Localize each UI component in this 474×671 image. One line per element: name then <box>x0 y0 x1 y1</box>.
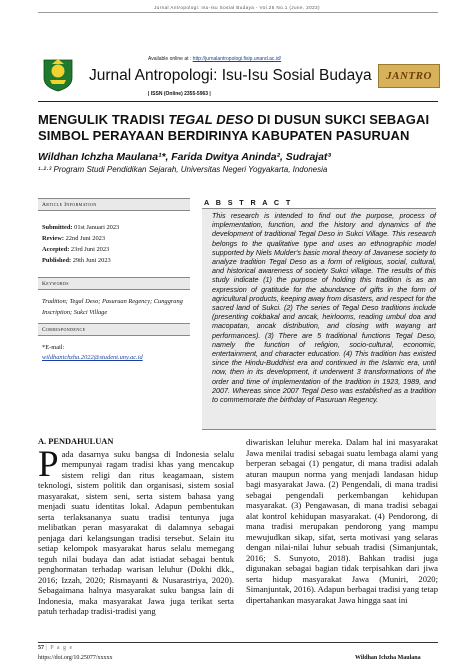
title-italic: TEGAL DESO <box>168 112 254 127</box>
online-availability <box>148 56 281 62</box>
journal-name: Jurnal Antropologi: Isu-Isu Sosial Budaya <box>89 67 372 84</box>
authors: Wildhan Ichzha Maulana¹*, Farida Dwitya Aninda², Sudrajat³ <box>38 152 331 163</box>
jantro-logo-text: JANTRO <box>386 70 432 82</box>
unand-logo <box>38 56 78 92</box>
issn: | ISSN (Online) 2355-5963 | <box>148 91 211 97</box>
affiliation: ¹·²·³ Program Studi Pendidikan Sejarah, Universitas Negeri Yogyakarta, Indonesia <box>38 165 328 174</box>
email-link[interactable]: wildhanichzha.2022@student.uny.ac.id <box>42 354 143 361</box>
keywords-text: Tradition; Tegal Deso; Pasuruan Regency; Cunggrang Inscription; Sukci Village <box>42 298 183 316</box>
correspondence-label: Correspondence <box>38 323 190 336</box>
keywords-label: Keywords <box>38 277 190 290</box>
section-heading: A. PENDAHULUAN <box>38 437 114 446</box>
body-left-text: ada dasarnya suku bangsa di Indonesia selalu mempunyai ragam tradisi khas yang mencakup sistem religi dan ritus keagamaan, sistem teknologi, sistem politik dan organisasi, sistem sosial masyarakat, sistem seni, serta sistem bahasa yang menjadi suatu identitas lokal. Adapun pembentukan serta terlaksananya suatu tradisi tentunya juga melibatkan peran masyarakat di dalamnya sebagai penjaga dari kelangsungan tradisi tersebut. Selain itu setiap kelompok masyarakat harus selalu memegang teguh nilai budaya dan adat istiadat sebagai bentuk penghormatan terhadap warisan leluhur (Dokhi dkk., 2016; Izzah, 2020; Rismayanti & Nusarastriya, 2020). Sebagaimana halnya masyarakat suku bangsa lain di Indonesia, maka masyarakat Jawa juga terikat serta patuh terhadap tradisi-tradisi yang <box>38 448 234 616</box>
article-dates: Submitted: 01st Januari 2023 Review: 22nd Juni 2023 Accepted: 23rd Juni 2023 Published: 29th Juni 2023 <box>42 224 120 264</box>
article-info-label: Article Information <box>38 198 190 211</box>
top-rule <box>38 12 438 13</box>
footer-page: 57 | P a g e <box>38 645 74 651</box>
footer-rule <box>38 642 438 643</box>
abstract-heading: A B S T R A C T <box>204 198 293 207</box>
body-right-text: diwariskan leluhur mereka. Dalam hal ini masyarakat Jawa menilai tradisi sebagai suatu lembaga alami yang berperan sebagai (1) pengatur, di mana tradisi adalah aturan maupun norma yang menjadi landasan hidup bagi masyarakat Jawa. (2) Pengendali, di mana tradisi sebagai pengendali perkembangan kehidupan masyarakat. (3) Pengawasan, di mana tradisi sebagai alat kontrol kehidupan masyarakat. (4) Pendorong, di mana tradisi merupakan pendorong yang mampu mewujudkan sikap, sifat, serta motivasi yang selaras dengan nilai-nilai luhur sebuah tradisi (Simanjuntak, 2016; S. Sunyoto, 2018). Bahkan tradisi juga digunakan sebagai bagian tidak terpisahkan dari jiwa serta hidup masyarakat Jawa (Muniri, 2020; Simanjuntak, 2016). Adapun berbagai tradisi yang tetap dipertahankan masyarakat Jawa hingga saat ini <box>246 437 438 605</box>
journal-url-link[interactable]: http://jurnalantropologi.fisip.unand.ac.id/ <box>192 56 282 62</box>
footer-author: Wildhan Ichzha Maulana <box>355 655 421 661</box>
body-right-column <box>246 437 438 605</box>
footer-doi[interactable]: https://doi.org/10.25077/xxxxx <box>38 655 113 661</box>
correspondence-email: *E-mail: wildhanichzha.2022@student.uny.ac.id <box>42 343 190 363</box>
online-label: Available online at : <box>148 56 193 62</box>
body-left-column <box>38 437 234 617</box>
dropcap: P <box>38 443 59 485</box>
header-rule <box>38 101 438 102</box>
abstract-text: This research is intended to find out the purpose, process of implementation, function, and the history and dynamics of the development of traditional Tegal Deso in Sukci Village. This research belongs to the qualitative type and uses an ethnographic model supported by Niels Mulder's basic moral theory of Javanese society to analyze tradition Tegal Deso as a form of religious, social, cultural, and historical awareness of society Sukci village. The results of this study indicate (1) the purpose of holding this tradition is as an expression of gratitude for the abundance of gifts in the form of agricultural products, keeping away from disasters, and respect for the sacred land of Sukci. (2) The series of Tegal Deso traditions include (presenting cokbakal and ancak, heirlooms, reading umbul doa and macopatan, ancak distribution, and closing with wayang art performances). (3) There are 5 traditional functions Tegal Deso, namely the function of religion, socio-cultural, economic, entertainment, and character education. (4) This tradition has existed since the Hindu-Buddhist era and continued in the Islamic era, until now, then in its development, it underwent 3 transformations of the order and time of implementation of the tradition in 1923, 1989, and 2007. Whereas since 2007 Tegal Deso was established as a tradition to commemorate the birthday of Pasuruan Regency. <box>212 211 436 405</box>
running-head: Jurnal Antropologi: Isu-Isu Sosial Budaya - Vol.25 No.1 (June, 2023) <box>154 5 320 10</box>
jantro-logo <box>378 64 440 88</box>
paper-title: MENGULIK TRADISI TEGAL DESO DI DUSUN SUKCI SEBAGAI SIMBOL PERAYAAN BERDIRINYA KABUPATEN PASURUAN <box>38 112 430 143</box>
